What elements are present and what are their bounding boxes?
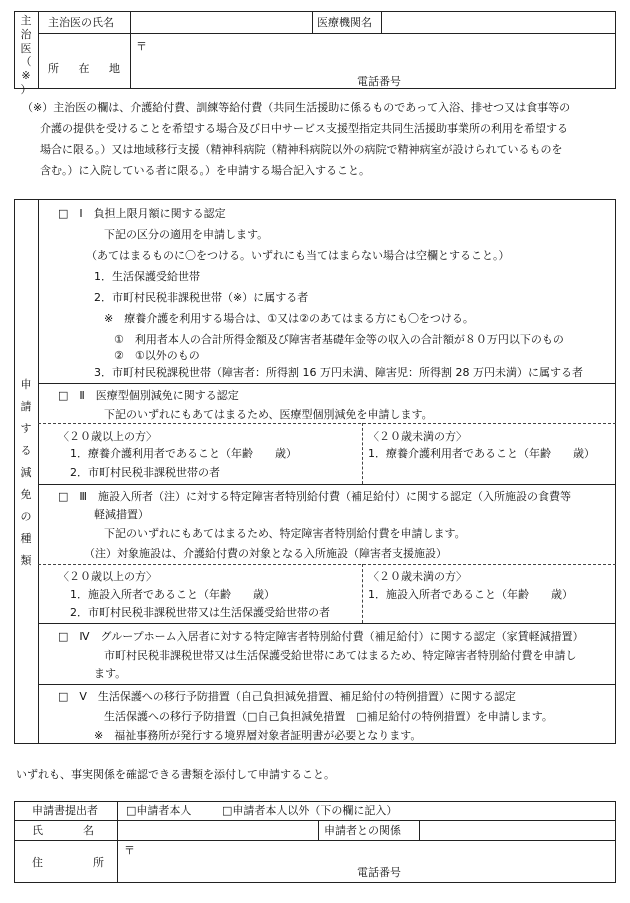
attach-note: いずれも、事実関係を確認できる書類を添付して申請すること。 <box>16 768 335 781</box>
sec3-title-cont: 軽減措置） <box>94 508 149 521</box>
submitter-address-label: 住 所 <box>32 856 104 869</box>
sec2-line: 下記のいずれにもあてはまるため、医療型個別減免を申請します。 <box>104 408 433 421</box>
sec3-left-head: 〈２０歳以上の方〉 <box>58 570 157 583</box>
sec1-line: ※ 療養介護を利用する場合は、①又は②のあてはまる方にも〇をつける。 <box>104 312 474 325</box>
note-line-1: （※）主治医の欄は、介護給付費、訓練等給付費（共同生活援助に係るものであって入浴、排せつ又は食事等の <box>22 101 571 114</box>
submitter-self-option[interactable]: □申請者本人 <box>126 804 192 817</box>
sec3-line: 下記のいずれにもあてはまるため、特定障害者特別給付費を申請します。 <box>104 527 466 540</box>
note-line-4: 含む。）に入院している者に限る。）を申請する場合記入すること。 <box>40 164 370 177</box>
sec4-line: ます。 <box>94 667 127 680</box>
sec5-title[interactable]: □ Ⅴ 生活保護への移行予防措置（自己負担減免措置、補足給付の特例措置）に関する認定 <box>58 690 516 703</box>
sec5-line: ※ 福祉事務所が発行する境界層対象者証明書が必要となります。 <box>94 729 422 742</box>
sec3-title[interactable]: □ Ⅲ 施設入所者（注）に対する特定障害者特別給付費（補足給付）に関する認定（入所施設の食費等 <box>58 490 571 503</box>
submitter-other-option[interactable]: □申請者本人以外（下の欄に記入） <box>222 804 398 817</box>
sec1-suboption[interactable]: ① 利用者本人の合計所得金額及び障害者基礎年金等の収入の合計額が８０万円以下のもの <box>114 333 564 346</box>
note-line-2: 介護の提供を受けることを希望する場合及び日中サービス支援型指定共同生活援助事業所の利用を希望する <box>40 122 568 135</box>
sec2-left-option[interactable]: 1．療養介護利用者であること（年齢 歳） <box>70 447 297 460</box>
sec3-left-option[interactable]: 1．施設入所者であること（年齢 歳） <box>70 588 275 601</box>
sec3-line: （注）対象施設は、介護給付費の対象となる入所施設（障害者支援施設） <box>84 547 447 560</box>
submitter-name-label: 氏 名 <box>32 824 94 837</box>
institution-label: 医療機関名 <box>317 16 372 29</box>
submitter-phone-label: 電話番号 <box>357 866 401 879</box>
sec1-option[interactable]: 3．市町村民税課税世帯（障害者：所得割 16 万円未満、障害児：所得割 28 万円未満）に属する者 <box>94 366 583 379</box>
sec3-left-option[interactable]: 2．市町村民税非課税世帯又は生活保護受給世帯の者 <box>70 606 330 619</box>
sec4-title[interactable]: □ Ⅳ グループホーム入居者に対する特定障害者特別給付費（補足給付）に関する認定（家賃軽減措置） <box>58 630 584 643</box>
sec1-suboption[interactable]: ② ①以外のもの <box>114 349 200 362</box>
sec1-line: （あてはまるものに〇をつける。いずれにも当てはまらない場合は空欄とすること。） <box>86 249 510 262</box>
submitter-label: 申請書提出者 <box>32 804 98 817</box>
note-line-3: 場合に限る。）又は地域移行支援（精神科病院（精神科病院以外の病院で精神病室が設けられているものを <box>40 143 563 156</box>
sec2-left-head: 〈２０歳以上の方〉 <box>58 430 157 443</box>
institution-field[interactable] <box>382 12 615 32</box>
reduction-side-label: 申 請 す る 減 免 の 種 類 <box>20 378 32 567</box>
sec2-right-head: 〈２０歳未満の方〉 <box>368 430 467 443</box>
sec3-right-head: 〈２０歳未満の方〉 <box>368 570 467 583</box>
doctor-address-label: 所 在 地 <box>48 62 120 75</box>
sec2-right-option[interactable]: 1．療養介護利用者であること（年齢 歳） <box>368 447 595 460</box>
relation-field[interactable] <box>420 821 615 839</box>
submitter-postal-mark: 〒 <box>124 844 135 857</box>
sec1-option[interactable]: 1．生活保護受給世帯 <box>94 270 200 283</box>
sec2-left-option[interactable]: 2．市町村民税非課税世帯の者 <box>70 466 220 479</box>
doctor-name-field[interactable] <box>131 12 311 32</box>
sec1-line: 下記の区分の適用を申請します。 <box>104 228 269 241</box>
doctor-phone-label: 電話番号 <box>357 75 401 88</box>
submitter-name-field[interactable] <box>118 821 317 839</box>
sec5-line: 生活保護への移行予防措置（□自己負担減免措置 □補足給付の特例措置）を申請します。 <box>104 710 553 723</box>
sec4-line: 市町村民税非課税世帯又は生活保護受給世帯にあてはまるため、特定障害者特別給付費を申請し <box>104 649 577 662</box>
relation-label: 申請者との関係 <box>324 824 401 837</box>
sec1-option[interactable]: 2．市町村民税非課税世帯（※）に属する者 <box>94 291 309 304</box>
sec1-title[interactable]: □ Ⅰ 負担上限月額に関する認定 <box>58 207 226 220</box>
doctor-side-label: 主 治 医 （ ※ ） <box>20 14 32 96</box>
sec2-title[interactable]: □ Ⅱ 医療型個別減免に関する認定 <box>58 389 239 402</box>
sec3-right-option[interactable]: 1．施設入所者であること（年齢 歳） <box>368 588 573 601</box>
doctor-postal-mark: 〒 <box>136 40 147 53</box>
doctor-name-label: 主治医の氏名 <box>48 16 114 29</box>
